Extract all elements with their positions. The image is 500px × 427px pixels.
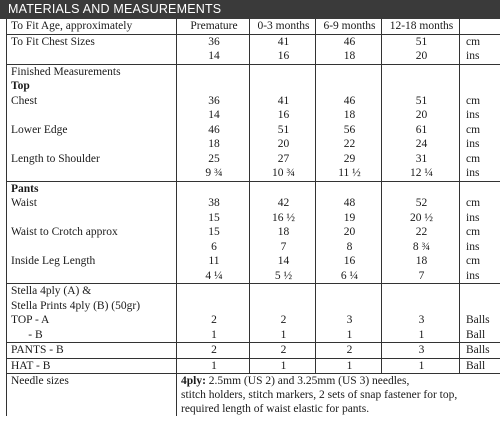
value-cell: 20 xyxy=(250,137,316,152)
value-cell xyxy=(250,79,316,94)
table-header-row xyxy=(7,19,500,34)
table-row xyxy=(7,211,500,226)
row-label: Stella 4ply (A) & xyxy=(7,284,177,299)
needle-sizes-label: Needle sizes xyxy=(7,374,177,417)
value-cell: 1 xyxy=(177,328,250,343)
value-cell xyxy=(177,79,250,94)
value-cell: 2 xyxy=(250,343,316,359)
value-cell: 48 xyxy=(316,196,382,211)
value-cell: 15 xyxy=(177,225,250,240)
value-cell: 25 xyxy=(177,152,250,167)
value-cell: 20 ½ xyxy=(382,211,460,226)
unit-cell: ins xyxy=(460,166,500,181)
value-cell: 42 xyxy=(250,196,316,211)
unit-cell: ins xyxy=(460,49,500,64)
needle-sizes-text xyxy=(177,374,500,417)
value-cell xyxy=(250,64,316,79)
value-cell: 9 ¾ xyxy=(177,166,250,181)
value-cell xyxy=(382,79,460,94)
table-row xyxy=(7,358,500,374)
table-row xyxy=(7,343,500,359)
value-cell: 61 xyxy=(382,123,460,138)
value-cell: 1 xyxy=(250,358,316,374)
row-label xyxy=(7,269,177,284)
value-cell: 16 xyxy=(250,49,316,64)
unit-cell: cm xyxy=(460,196,500,211)
value-cell: 56 xyxy=(316,123,382,138)
value-cell: 22 xyxy=(316,137,382,152)
value-cell xyxy=(177,284,250,299)
header-cell: Premature xyxy=(177,19,250,34)
value-cell: 16 xyxy=(250,108,316,123)
row-label: To Fit Chest Sizes xyxy=(7,34,177,49)
unit-cell: Balls xyxy=(460,343,500,359)
value-cell: 52 xyxy=(382,196,460,211)
unit-cell: Balls xyxy=(460,313,500,328)
value-cell xyxy=(316,64,382,79)
value-cell: 12 ¼ xyxy=(382,166,460,181)
value-cell: 22 xyxy=(382,225,460,240)
value-cell: 1 xyxy=(250,328,316,343)
value-cell: 7 xyxy=(382,269,460,284)
row-label: Lower Edge xyxy=(7,123,177,138)
row-label: Finished Measurements xyxy=(7,64,177,79)
value-cell: 11 ½ xyxy=(316,166,382,181)
value-cell xyxy=(382,299,460,314)
row-label xyxy=(7,108,177,123)
unit-cell: ins xyxy=(460,269,500,284)
header-cell: 6-9 months xyxy=(316,19,382,34)
value-cell: 1 xyxy=(316,358,382,374)
value-cell xyxy=(250,284,316,299)
unit-cell xyxy=(460,181,500,196)
unit-cell xyxy=(460,64,500,79)
value-cell: 18 xyxy=(316,49,382,64)
value-cell: 24 xyxy=(382,137,460,152)
row-label xyxy=(7,240,177,255)
header-cell: 12-18 months xyxy=(382,19,460,34)
row-label: Chest xyxy=(7,94,177,109)
value-cell: 38 xyxy=(177,196,250,211)
row-label xyxy=(7,49,177,64)
value-cell: 11 xyxy=(177,254,250,269)
value-cell: 5 ½ xyxy=(250,269,316,284)
unit-cell: cm xyxy=(460,34,500,49)
value-cell xyxy=(177,64,250,79)
value-cell: 1 xyxy=(316,328,382,343)
value-cell xyxy=(382,64,460,79)
value-cell: 46 xyxy=(316,94,382,109)
row-label: Length to Shoulder xyxy=(7,152,177,167)
row-label xyxy=(7,137,177,152)
table-row xyxy=(7,196,500,211)
value-cell: 1 xyxy=(177,358,250,374)
value-cell: 46 xyxy=(177,123,250,138)
value-cell: 18 xyxy=(382,254,460,269)
value-cell: 2 xyxy=(250,313,316,328)
table-row xyxy=(7,269,500,284)
value-cell: 18 xyxy=(250,225,316,240)
value-cell: 51 xyxy=(382,94,460,109)
header-cell: To Fit Age, approximately xyxy=(7,19,177,34)
table-row xyxy=(7,137,500,152)
value-cell: 18 xyxy=(316,108,382,123)
table-row xyxy=(7,225,500,240)
table-row xyxy=(7,166,500,181)
value-cell xyxy=(316,79,382,94)
table-row xyxy=(7,254,500,269)
unit-cell: ins xyxy=(460,108,500,123)
value-cell: 46 xyxy=(316,34,382,49)
value-cell: 3 xyxy=(382,343,460,359)
value-cell: 27 xyxy=(250,152,316,167)
row-label: Top xyxy=(7,79,177,94)
unit-cell: cm xyxy=(460,123,500,138)
unit-cell: cm xyxy=(460,225,500,240)
needle-sizes-row xyxy=(7,374,500,417)
value-cell: 20 xyxy=(316,225,382,240)
row-label: PANTS - B xyxy=(7,343,177,359)
row-label: Waist xyxy=(7,196,177,211)
value-cell: 31 xyxy=(382,152,460,167)
value-cell: 15 xyxy=(177,211,250,226)
unit-cell: cm xyxy=(460,254,500,269)
value-cell: 41 xyxy=(250,34,316,49)
unit-cell: Ball xyxy=(460,358,500,374)
value-cell: 51 xyxy=(250,123,316,138)
value-cell: 14 xyxy=(177,49,250,64)
unit-cell xyxy=(460,284,500,299)
value-cell xyxy=(316,284,382,299)
unit-cell: ins xyxy=(460,211,500,226)
value-cell: 36 xyxy=(177,94,250,109)
value-cell: 36 xyxy=(177,34,250,49)
table-row xyxy=(7,49,500,64)
value-cell: 6 xyxy=(177,240,250,255)
table-row xyxy=(7,152,500,167)
value-cell: 4 ¼ xyxy=(177,269,250,284)
unit-cell: cm xyxy=(460,94,500,109)
table-row xyxy=(7,328,500,343)
unit-cell xyxy=(460,299,500,314)
value-cell: 8 ¾ xyxy=(382,240,460,255)
value-cell xyxy=(316,299,382,314)
row-label: HAT - B xyxy=(7,358,177,374)
row-label: Pants xyxy=(7,181,177,196)
measurements-table xyxy=(6,19,500,416)
unit-cell: cm xyxy=(460,152,500,167)
value-cell: 1 xyxy=(382,358,460,374)
unit-cell: ins xyxy=(460,240,500,255)
value-cell: 14 xyxy=(250,254,316,269)
value-cell: 51 xyxy=(382,34,460,49)
row-label: Inside Leg Length xyxy=(7,254,177,269)
ply-label: 4ply: xyxy=(181,375,206,387)
table-row xyxy=(7,284,500,299)
row-label: Waist to Crotch approx xyxy=(7,225,177,240)
value-cell: 16 xyxy=(316,254,382,269)
value-cell xyxy=(382,284,460,299)
value-cell: 6 ¼ xyxy=(316,269,382,284)
unit-cell xyxy=(460,79,500,94)
value-cell: 20 xyxy=(382,49,460,64)
value-cell: 14 xyxy=(177,108,250,123)
value-cell: 3 xyxy=(316,313,382,328)
value-cell: 10 ¾ xyxy=(250,166,316,181)
value-cell: 41 xyxy=(250,94,316,109)
value-cell xyxy=(316,181,382,196)
value-cell: 7 xyxy=(250,240,316,255)
table-row xyxy=(7,94,500,109)
value-cell xyxy=(250,181,316,196)
value-cell: 29 xyxy=(316,152,382,167)
value-cell xyxy=(250,299,316,314)
table-row xyxy=(7,299,500,314)
value-cell: 1 xyxy=(382,328,460,343)
table-row xyxy=(7,123,500,138)
value-cell: 18 xyxy=(177,137,250,152)
header-cell: 0-3 months xyxy=(250,19,316,34)
value-cell xyxy=(177,299,250,314)
value-cell: 19 xyxy=(316,211,382,226)
needle-line: stitch holders, stitch markers, 2 sets of snap fastener for top, xyxy=(181,389,458,401)
value-cell: 3 xyxy=(382,313,460,328)
value-cell xyxy=(382,181,460,196)
table-row xyxy=(7,108,500,123)
table-row xyxy=(7,181,500,196)
value-cell: 2 xyxy=(316,343,382,359)
table-row xyxy=(7,79,500,94)
value-cell: 16 ½ xyxy=(250,211,316,226)
value-cell: 2 xyxy=(177,313,250,328)
header-cell xyxy=(460,19,500,34)
needle-line: required length of waist elastic for pants. xyxy=(181,403,370,415)
row-label xyxy=(7,166,177,181)
unit-cell: Ball xyxy=(460,328,500,343)
needle-line: 2.5mm (US 2) and 3.25mm (US 3) needles, xyxy=(205,375,410,387)
value-cell: 20 xyxy=(382,108,460,123)
row-label: - B xyxy=(7,328,177,343)
value-cell xyxy=(177,181,250,196)
unit-cell: ins xyxy=(460,137,500,152)
row-label: Stella Prints 4ply (B) (50gr) xyxy=(7,299,177,314)
table-row xyxy=(7,240,500,255)
value-cell: 8 xyxy=(316,240,382,255)
section-title: MATERIALS AND MEASUREMENTS xyxy=(0,0,500,19)
table-row xyxy=(7,34,500,49)
value-cell: 2 xyxy=(177,343,250,359)
table-row xyxy=(7,313,500,328)
table-row xyxy=(7,64,500,79)
row-label: TOP - A xyxy=(7,313,177,328)
row-label xyxy=(7,211,177,226)
